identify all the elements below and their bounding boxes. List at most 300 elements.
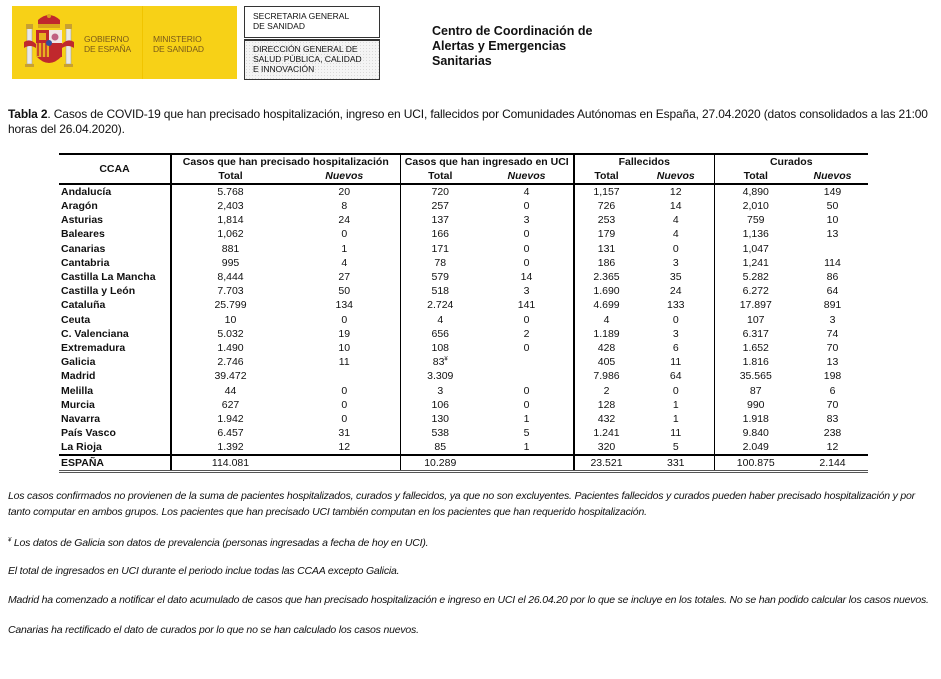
table-row [59, 440, 868, 455]
cell-value: 14 [669, 200, 682, 213]
cell-value: 3 [672, 327, 679, 340]
centro-line2: Alertas y Emergencias [432, 39, 567, 53]
cell-fall-total [574, 213, 638, 227]
cell-fall-nuevos [638, 298, 714, 312]
cell-value: 171 [431, 242, 450, 255]
header-curados: Curados [714, 154, 868, 169]
cell-value: 74 [826, 327, 839, 340]
cell-fall-total [574, 242, 638, 256]
footnote-mark: ¥ [444, 356, 448, 363]
cell-value: 1.490 [217, 341, 244, 354]
cell-value: 0 [672, 242, 679, 255]
cell-value: 11 [338, 356, 350, 369]
cell-value: 4 [523, 186, 530, 198]
cell-value: 995 [221, 256, 240, 269]
cell-value: 166 [431, 228, 450, 241]
cell-hosp-nuevos [289, 327, 400, 341]
cell-cur-total [714, 270, 797, 284]
cell-value: 5 [672, 441, 679, 454]
cell-cur-total [714, 213, 797, 227]
cell-fall-nuevos [638, 426, 714, 440]
cell-uci-nuevos [480, 341, 574, 355]
cell-value: 83 [826, 412, 839, 425]
cell-uci-nuevos [480, 199, 574, 213]
header-hospitalizacion: Casos que han precisado hospitalización [171, 154, 400, 169]
cell-hosp-nuevos [289, 369, 400, 383]
cell-fall-nuevos [638, 270, 714, 284]
cell-cur-nuevos [797, 369, 868, 383]
cell-hosp-nuevos [289, 426, 400, 440]
cell-value: 1,241 [742, 256, 769, 269]
cell-value: 64 [826, 285, 839, 298]
cell-value: 12 [338, 441, 351, 454]
cell-fall-total [574, 455, 638, 472]
caption-label: Tabla 2 [8, 107, 48, 121]
cell-uci-total [400, 298, 480, 312]
cell-value: 5 [523, 427, 530, 440]
cell-value: 0 [341, 412, 348, 425]
cell-value: 107 [746, 313, 765, 326]
cell-uci-nuevos [480, 313, 574, 327]
cell-cur-total [714, 298, 797, 312]
cell-value: 0 [341, 228, 348, 241]
cell-cur-nuevos [797, 455, 868, 472]
subheader-total: Total [574, 169, 638, 184]
cell-value: 579 [431, 271, 450, 284]
cell-cur-nuevos [797, 270, 868, 284]
cell-value: 141 [517, 299, 536, 312]
note-galicia [8, 536, 933, 552]
cell-uci-nuevos [480, 369, 574, 383]
cell-value: 1,136 [742, 228, 769, 241]
cell-value: 1,062 [217, 228, 244, 241]
cell-value: 133 [666, 299, 685, 312]
cell-uci-total [400, 455, 480, 472]
cell-hosp-total [171, 184, 289, 199]
cell-cur-nuevos [797, 313, 868, 327]
cell-fall-total [574, 369, 638, 383]
cell-cur-nuevos [797, 184, 868, 199]
cell-value: 0 [672, 313, 679, 326]
cell-cur-total [714, 426, 797, 440]
cell-value: 12 [826, 441, 839, 454]
cell-fall-total [574, 284, 638, 298]
cell-fall-nuevos [638, 369, 714, 383]
cell-uci-nuevos [480, 184, 574, 199]
cell-uci-total [400, 227, 480, 241]
cell-hosp-nuevos [289, 184, 400, 199]
cell-value: 1.392 [217, 441, 244, 454]
cell-value: 3 [672, 256, 679, 269]
cell-cur-nuevos [797, 227, 868, 241]
cell-value: 70 [826, 341, 839, 354]
cell-value: 1,157 [593, 186, 620, 198]
cell-value: 128 [597, 398, 616, 411]
note-casos-confirmados: Los casos confirmados no provienen de la suma de pacientes hospitalizados, curados y fallecidos, ya que no son excluyentes. Pacientes fallecidos y curados pueden haber precisado hospitalización y por tanto computar en ambos grupos. Los pacientes que han precisado UCI también computan en los pacientes que han requerido hospitalización. [8, 490, 915, 518]
cell-cur-nuevos [797, 341, 868, 355]
table-caption [8, 107, 933, 137]
centro-title [432, 24, 592, 69]
cell-cur-nuevos [797, 242, 868, 256]
logo-divider [142, 6, 143, 79]
ccaa-name: C. Valenciana [59, 327, 171, 341]
cell-fall-total [574, 256, 638, 270]
cell-value: 64 [669, 370, 682, 383]
cell-hosp-total [171, 369, 289, 383]
cell-value: 10 [224, 313, 237, 326]
cell-value: 11 [670, 427, 682, 440]
cell-value: 0 [523, 398, 530, 411]
note-canarias: Canarias ha rectificado el dato de curados por lo que no se han calculado los casos nuevos. [8, 624, 419, 636]
note-uci-total: El total de ingresados en UCI durante el periodo inclue todas las CCAA excepto Galicia. [8, 565, 400, 577]
cell-value: 3.309 [427, 370, 454, 383]
cell-fall-total [574, 383, 638, 397]
cell-hosp-nuevos [289, 440, 400, 455]
cell-value: 78 [434, 256, 447, 269]
direccion-line1: DIRECCIÓN GENERAL DE [253, 44, 358, 54]
cell-hosp-total [171, 270, 289, 284]
cell-uci-total [400, 199, 480, 213]
ccaa-name: Aragón [59, 199, 171, 213]
cell-uci-total [400, 369, 480, 383]
header-ccaa: CCAA [59, 154, 171, 184]
cell-uci-total [400, 284, 480, 298]
cell-cur-total [714, 412, 797, 426]
ccaa-name: La Rioja [59, 440, 171, 455]
cell-cur-nuevos [797, 298, 868, 312]
table-row [59, 184, 868, 199]
ministerio-text [153, 34, 204, 54]
cell-fall-total [574, 355, 638, 369]
cell-cur-nuevos [797, 327, 868, 341]
cell-cur-nuevos [797, 355, 868, 369]
cell-value: 320 [597, 441, 616, 454]
cell-cur-total [714, 341, 797, 355]
cell-value: 12 [669, 186, 682, 198]
cell-uci-nuevos [480, 242, 574, 256]
cell-value: 13 [826, 356, 839, 369]
cell-hosp-nuevos [289, 270, 400, 284]
cell-cur-total [714, 313, 797, 327]
cell-value: 1,047 [742, 242, 769, 255]
cell-value: 35 [669, 271, 682, 284]
table-row [59, 341, 868, 355]
cell-fall-total [574, 440, 638, 455]
cell-fall-total [574, 298, 638, 312]
ministerio-line2: DE SANIDAD [153, 44, 204, 54]
cell-value: 1.690 [593, 285, 620, 298]
cell-cur-nuevos [797, 426, 868, 440]
cell-hosp-total [171, 355, 289, 369]
cell-value: 1.918 [742, 412, 769, 425]
cell-fall-total [574, 327, 638, 341]
cell-fall-nuevos [638, 213, 714, 227]
cell-value: 186 [597, 256, 616, 269]
cell-value: 19 [338, 327, 351, 340]
cell-value: 2.365 [593, 271, 620, 284]
cell-value: 3 [437, 384, 444, 397]
cell-value: 4 [437, 313, 444, 326]
cell-fall-nuevos [638, 412, 714, 426]
cell-uci-total [400, 355, 480, 369]
cell-value: 2.746 [217, 356, 244, 369]
cell-hosp-total [171, 440, 289, 455]
cell-hosp-total [171, 227, 289, 241]
gobierno-logo [12, 6, 237, 79]
cell-value: 131 [597, 242, 616, 255]
cell-uci-nuevos [480, 270, 574, 284]
cell-value: 11 [670, 356, 682, 369]
cell-hosp-nuevos [289, 383, 400, 397]
cell-cur-total [714, 383, 797, 397]
cell-cur-total [714, 398, 797, 412]
ccaa-name: Canarias [59, 242, 171, 256]
cell-value: 8 [341, 200, 348, 213]
cell-value: 7.703 [217, 285, 244, 298]
cell-uci-total [400, 184, 480, 199]
cell-cur-nuevos [797, 412, 868, 426]
cell-value: 13 [826, 228, 839, 241]
cell-cur-total [714, 369, 797, 383]
cell-uci-total [400, 412, 480, 426]
ccaa-name: Cataluña [59, 298, 171, 312]
cell-value: 0 [523, 228, 530, 241]
table-row [59, 355, 868, 369]
cell-uci-total [400, 242, 480, 256]
cell-value: 14 [520, 271, 533, 284]
direccion-line3: E INNOVACIÓN [253, 64, 315, 74]
cell-value: 83 [432, 356, 445, 369]
cell-cur-total [714, 455, 797, 472]
cell-hosp-nuevos [289, 199, 400, 213]
cell-value: 24 [669, 285, 682, 298]
cell-value: 134 [335, 299, 354, 312]
cell-cur-nuevos [797, 256, 868, 270]
cell-hosp-nuevos [289, 355, 400, 369]
cell-uci-total [400, 426, 480, 440]
cell-fall-total [574, 426, 638, 440]
cell-uci-nuevos [480, 298, 574, 312]
centro-line3: Sanitarias [432, 54, 492, 68]
cell-hosp-nuevos [289, 455, 400, 472]
cell-value: 35.565 [739, 370, 772, 383]
cell-value: 44 [224, 384, 237, 397]
cell-value: 0 [523, 313, 530, 326]
cell-value: 1 [672, 398, 679, 411]
cell-uci-total [400, 398, 480, 412]
ccaa-name: Melilla [59, 383, 171, 397]
cell-value: 238 [823, 427, 842, 440]
cell-value: 27 [338, 271, 351, 284]
cell-fall-total [574, 412, 638, 426]
cell-hosp-total [171, 313, 289, 327]
cell-hosp-nuevos [289, 227, 400, 241]
cell-value: 0 [341, 313, 348, 326]
cell-uci-nuevos [480, 227, 574, 241]
gobierno-line2: DE ESPAÑA [84, 44, 132, 54]
cell-hosp-total [171, 242, 289, 256]
table-row [59, 383, 868, 397]
cell-fall-nuevos [638, 440, 714, 455]
cell-uci-nuevos [480, 327, 574, 341]
cell-value: 2 [603, 384, 610, 397]
cell-value: 0 [341, 384, 348, 397]
table-row [59, 199, 868, 213]
cell-fall-total [574, 184, 638, 199]
cell-cur-nuevos [797, 440, 868, 455]
cell-value: 6.272 [742, 285, 769, 298]
cell-fall-nuevos [638, 341, 714, 355]
cell-uci-total [400, 313, 480, 327]
subheader-nuevos: Nuevos [638, 169, 714, 184]
cell-value: 70 [826, 398, 839, 411]
cell-value: 5.768 [217, 186, 244, 198]
cell-hosp-nuevos [289, 412, 400, 426]
cell-hosp-total [171, 383, 289, 397]
cell-hosp-total [171, 199, 289, 213]
cell-value: 1.652 [742, 341, 769, 354]
cell-uci-nuevos [480, 426, 574, 440]
ccaa-name: Castilla y León [59, 284, 171, 298]
cell-uci-nuevos [480, 398, 574, 412]
secretaria-line1: SECRETARIA GENERAL [253, 11, 350, 21]
cell-value: 10.289 [424, 457, 457, 470]
ccaa-name: Galicia [59, 355, 171, 369]
cell-fall-nuevos [638, 383, 714, 397]
table-row [59, 270, 868, 284]
cell-fall-total [574, 341, 638, 355]
subheader-total: Total [171, 169, 289, 184]
cell-value: 9.840 [742, 427, 769, 440]
cell-value: 7.986 [593, 370, 620, 383]
cell-value: 0 [341, 398, 348, 411]
cell-hosp-total [171, 412, 289, 426]
cell-hosp-nuevos [289, 213, 400, 227]
direccion-line2: SALUD PÚBLICA, CALIDAD [253, 54, 362, 64]
cell-cur-total [714, 227, 797, 241]
cell-value: 1.241 [593, 427, 620, 440]
cell-fall-nuevos [638, 256, 714, 270]
cell-value: 518 [431, 285, 450, 298]
cell-value: 656 [431, 327, 450, 340]
cell-value: 8,444 [217, 271, 244, 284]
cell-value: 1.189 [593, 327, 620, 340]
cell-uci-nuevos [480, 256, 574, 270]
cell-value: 4 [672, 228, 679, 241]
cell-value: 10 [338, 341, 351, 354]
cell-uci-total [400, 341, 480, 355]
cell-value: 1,814 [217, 214, 244, 227]
cell-value: 6 [672, 341, 679, 354]
ccaa-name: Castilla La Mancha [59, 270, 171, 284]
cell-fall-nuevos [638, 227, 714, 241]
gobierno-line1: GOBIERNO [84, 34, 130, 44]
cell-fall-nuevos [638, 455, 714, 472]
ministerio-line1: MINISTERIO [153, 34, 202, 44]
cell-value: 31 [338, 427, 351, 440]
cell-uci-total [400, 270, 480, 284]
cell-value: 86 [826, 271, 839, 284]
cell-value: 10 [826, 214, 839, 227]
cell-value: 149 [823, 186, 842, 198]
subheader-nuevos: Nuevos [480, 169, 574, 184]
caption-text: . Casos de COVID-19 que han precisado hospitalización, ingreso en UCI, fallecidos por Comunidades Autónomas en España, 27.04.2020 (datos consolidados a las 21:00 horas del 26.04.2020). [8, 107, 928, 136]
cell-hosp-total [171, 398, 289, 412]
cell-cur-nuevos [797, 284, 868, 298]
cell-hosp-total [171, 426, 289, 440]
cell-cur-nuevos [797, 199, 868, 213]
cell-uci-nuevos [480, 412, 574, 426]
cell-value: 2.049 [742, 441, 769, 454]
cell-value: 198 [823, 370, 842, 383]
cell-value: 432 [597, 412, 616, 425]
cell-cur-total [714, 327, 797, 341]
cell-fall-nuevos [638, 327, 714, 341]
cell-value: 538 [431, 427, 450, 440]
cell-fall-nuevos [638, 184, 714, 199]
cell-value: 5.282 [742, 271, 769, 284]
ccaa-name: Madrid [59, 369, 171, 383]
table-row [59, 327, 868, 341]
ccaa-name: Navarra [59, 412, 171, 426]
cell-value: 4 [672, 214, 679, 227]
header-uci: Casos que han ingresado en UCI [400, 154, 574, 169]
cell-fall-total [574, 270, 638, 284]
cell-value: 114 [824, 256, 841, 269]
cell-value: 85 [434, 441, 447, 454]
cell-value: 627 [221, 398, 240, 411]
cell-value: 331 [666, 457, 685, 470]
ccaa-name: ESPAÑA [59, 455, 171, 472]
cell-uci-total [400, 256, 480, 270]
table-row [59, 284, 868, 298]
cell-fall-nuevos [638, 199, 714, 213]
cell-value: 257 [431, 200, 450, 213]
cell-value: 2,010 [742, 200, 769, 213]
cell-value: 87 [749, 384, 762, 397]
cell-value: 130 [431, 412, 450, 425]
cell-cur-total [714, 242, 797, 256]
cell-fall-total [574, 398, 638, 412]
cell-value: 114.081 [211, 457, 250, 470]
cell-value: 50 [826, 200, 839, 213]
cell-value: 1 [523, 441, 530, 454]
cell-hosp-total [171, 213, 289, 227]
cell-uci-nuevos [480, 355, 574, 369]
ccaa-name: Baleares [59, 227, 171, 241]
note-madrid: Madrid ha comenzado a notificar el dato acumulado de casos que han precisado hospitalización e ingreso en UCI el 26.04.20 por lo que se incluye en los totales. No se han podido calcular los casos nuevos. [8, 594, 929, 606]
cell-value: 100.875 [736, 457, 775, 470]
secretaria-line2: DE SANIDAD [253, 21, 305, 31]
cell-value: 4 [603, 313, 610, 326]
cell-value: 405 [597, 356, 616, 369]
cell-hosp-total [171, 341, 289, 355]
table-row [59, 412, 868, 426]
header-fallecidos: Fallecidos [574, 154, 714, 169]
cell-cur-total [714, 440, 797, 455]
cell-cur-total [714, 256, 797, 270]
cell-value: 6.457 [217, 427, 244, 440]
subheader-nuevos: Nuevos [797, 169, 868, 184]
cell-uci-nuevos [480, 213, 574, 227]
cell-cur-total [714, 284, 797, 298]
cell-fall-total [574, 313, 638, 327]
cell-fall-nuevos [638, 313, 714, 327]
table-row [59, 426, 868, 440]
cell-value: 3 [523, 214, 530, 227]
ccaa-name: País Vasco [59, 426, 171, 440]
cell-value: 253 [597, 214, 616, 227]
